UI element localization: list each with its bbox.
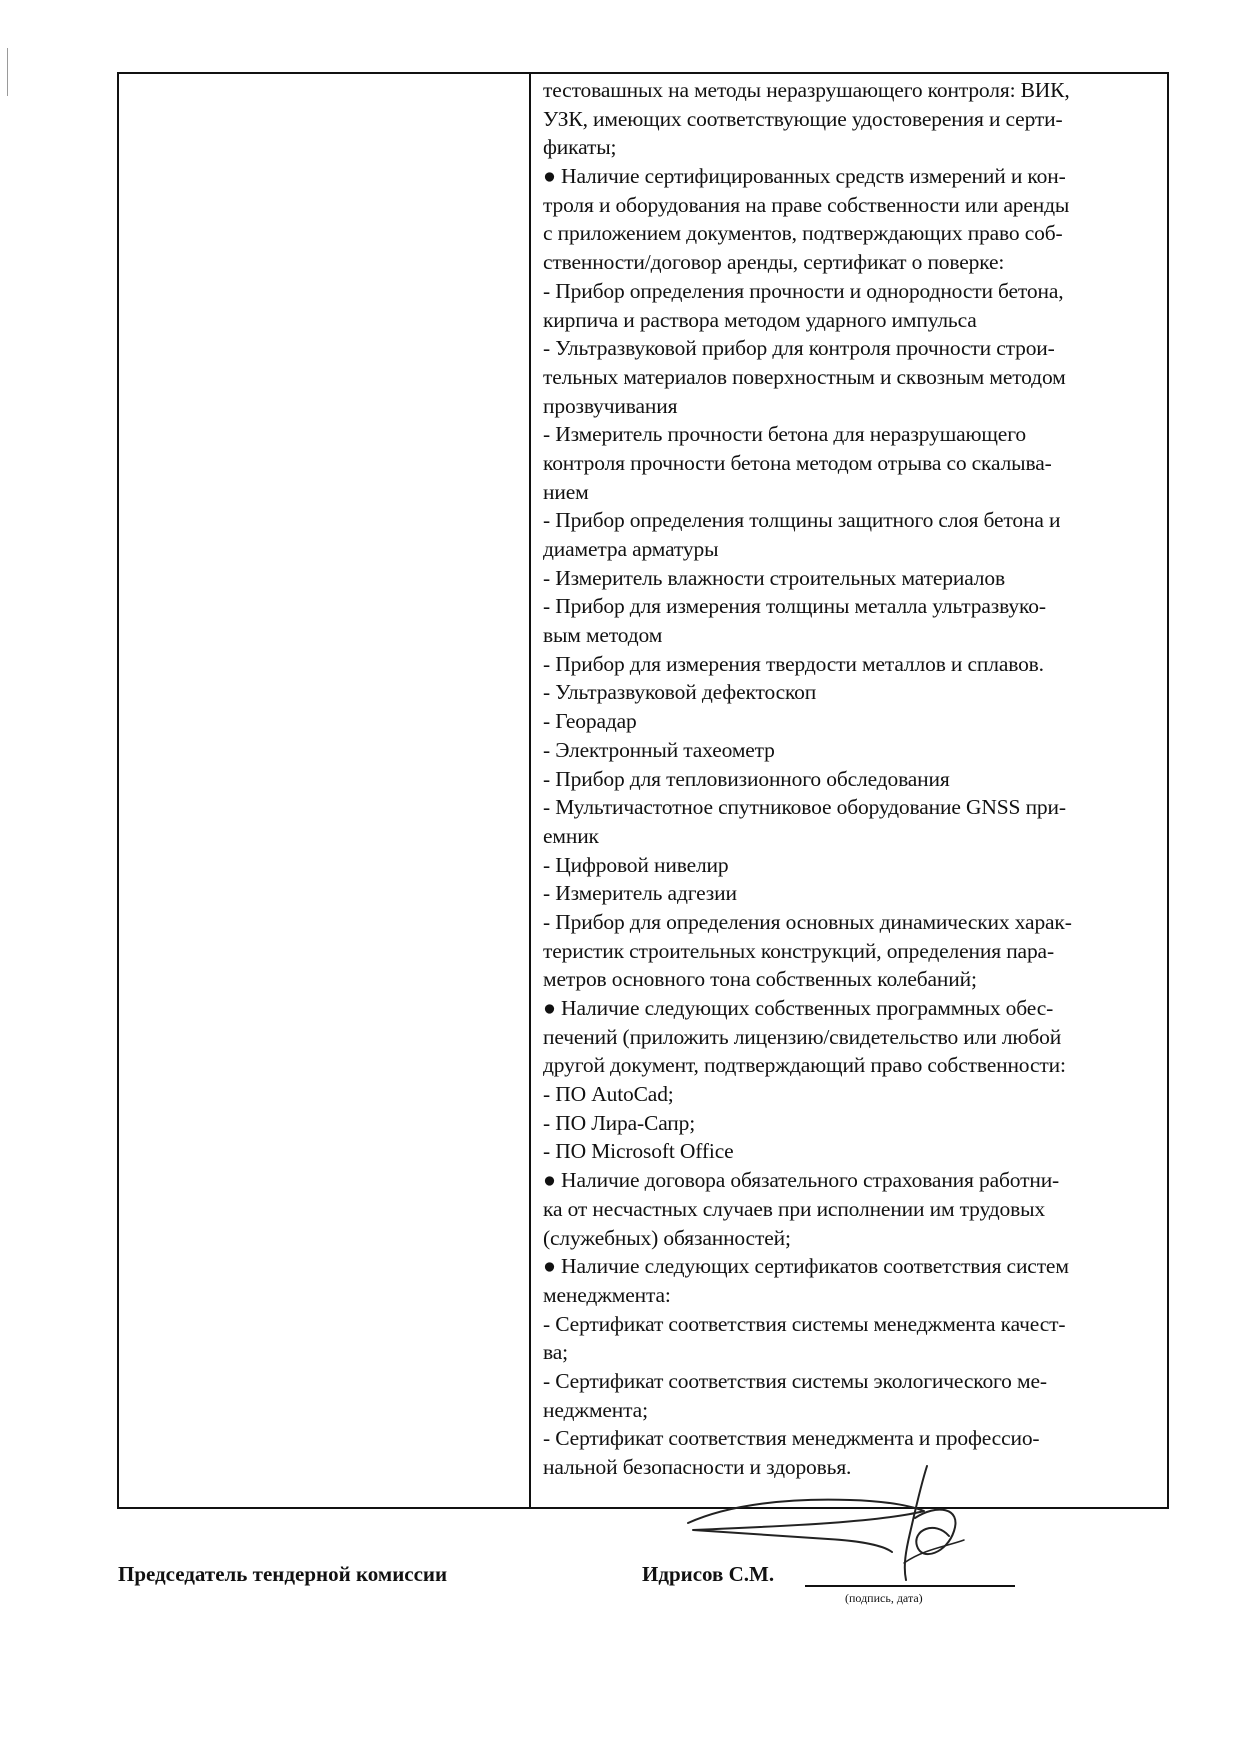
signature-caption: (подпись, дата) — [845, 1591, 923, 1605]
text-line: - Ультразвуковой прибор для контроля прочности строи- — [543, 336, 1055, 361]
text-line: с приложением документов, подтверждающих право соб- — [543, 221, 1063, 246]
text-line: кирпича и раствора методом ударного импульса — [543, 307, 977, 332]
text-line: ка от несчастных случаев при исполнении им трудовых — [543, 1196, 1046, 1221]
text-line: теристик строительных конструкций, определения пара- — [543, 938, 1054, 963]
text-line: - Мультичастотное спутниковое оборудование GNSS при- — [543, 795, 1066, 820]
text-line: другой документ, подтверждающий право собственности: — [543, 1053, 1066, 1078]
text-line: - Георадар — [543, 709, 637, 734]
text-line: УЗК, имеющих соответствующие удостоверения и серти- — [543, 106, 1063, 131]
table-right-column — [531, 74, 1167, 1507]
text-line: нальной безопасности и здоровья. — [543, 1455, 852, 1479]
text-line: - Прибор для измерения толщины металла ультразвуко- — [543, 594, 1046, 619]
text-line: ● Наличие следующих собственных программных обес- — [543, 996, 1054, 1020]
text-line: емник — [543, 823, 599, 848]
text-line: ва; — [543, 1340, 568, 1365]
text-line: ● Наличие договора обязательного страхования работни- — [543, 1168, 1060, 1193]
text-line: - Прибор для измерения твердости металлов и сплавов. — [543, 651, 1044, 676]
text-line: нием — [543, 479, 589, 504]
text-line: - Измеритель прочности бетона для неразрушающего — [543, 422, 1026, 447]
text-line: - Прибор определения толщины защитного слоя бетона и — [543, 508, 1061, 533]
text-line: ● Наличие следующих сертификатов соответствия систем — [543, 1254, 1069, 1279]
margin-mark — [7, 48, 8, 96]
text-line: - Измеритель влажности строительных материалов — [543, 565, 1005, 590]
signature-block — [0, 1560, 1240, 1620]
text-line: ственности/договор аренды, сертификат о поверке: — [543, 250, 1005, 275]
text-line: - ПО Microsoft Office — [543, 1139, 734, 1164]
text-line: печений (приложить лицензию/свидетельство или любой — [543, 1024, 1062, 1049]
text-line: - ПО AutoCad; — [543, 1082, 674, 1107]
text-line: - Сертификат соответствия менеджмента и профессио- — [543, 1426, 1040, 1451]
text-line: - Прибор для тепловизионного обследования — [543, 766, 950, 791]
text-line: - Измеритель адгезии — [543, 881, 737, 906]
text-line: троля и оборудования на праве собственности или аренды — [543, 192, 1070, 217]
text-line: - Прибор определения прочности и однородности бетона, — [543, 278, 1064, 303]
text-line: неджмента; — [543, 1397, 648, 1422]
text-line: (служебных) обязанностей; — [543, 1225, 791, 1250]
text-line: тельных материалов поверхностным и сквозным методом — [543, 364, 1066, 389]
text-line: - Сертификат соответствия системы экологического ме- — [543, 1368, 1047, 1393]
text-line: менеджмента: — [543, 1282, 671, 1307]
text-line: - ПО Лира-Сапр; — [543, 1110, 696, 1135]
text-line: контроля прочности бетона методом отрыва со скалыва- — [543, 450, 1052, 475]
signature-line — [805, 1585, 1015, 1587]
text-line: ● Наличие сертифицированных средств измерений и кон- — [543, 164, 1066, 189]
text-line: тестовашных на методы неразрушающего контроля: ВИК, — [543, 78, 1070, 102]
text-line: вым методом — [543, 623, 663, 648]
text-line: - Электронный тахеометр — [543, 737, 775, 762]
table-left-column — [119, 74, 531, 1507]
text-line: метров основного тона собственных колебаний; — [543, 967, 977, 992]
text-line: диаметра арматуры — [543, 537, 719, 561]
text-line: фикаты; — [543, 135, 617, 160]
requirements-table — [117, 72, 1169, 1509]
text-line: - Сертификат соответствия системы менеджмента качест- — [543, 1311, 1066, 1336]
chairman-name: Идрисов С.М. — [642, 1562, 775, 1586]
chairman-label: Председатель тендерной комиссии — [118, 1562, 448, 1586]
text-line: - Ультразвуковой дефектоскоп — [543, 680, 817, 705]
text-line: - Прибор для определения основных динамических харак- — [543, 909, 1072, 934]
text-line: - Цифровой нивелир — [543, 852, 729, 877]
text-line: прозвучивания — [543, 393, 678, 418]
